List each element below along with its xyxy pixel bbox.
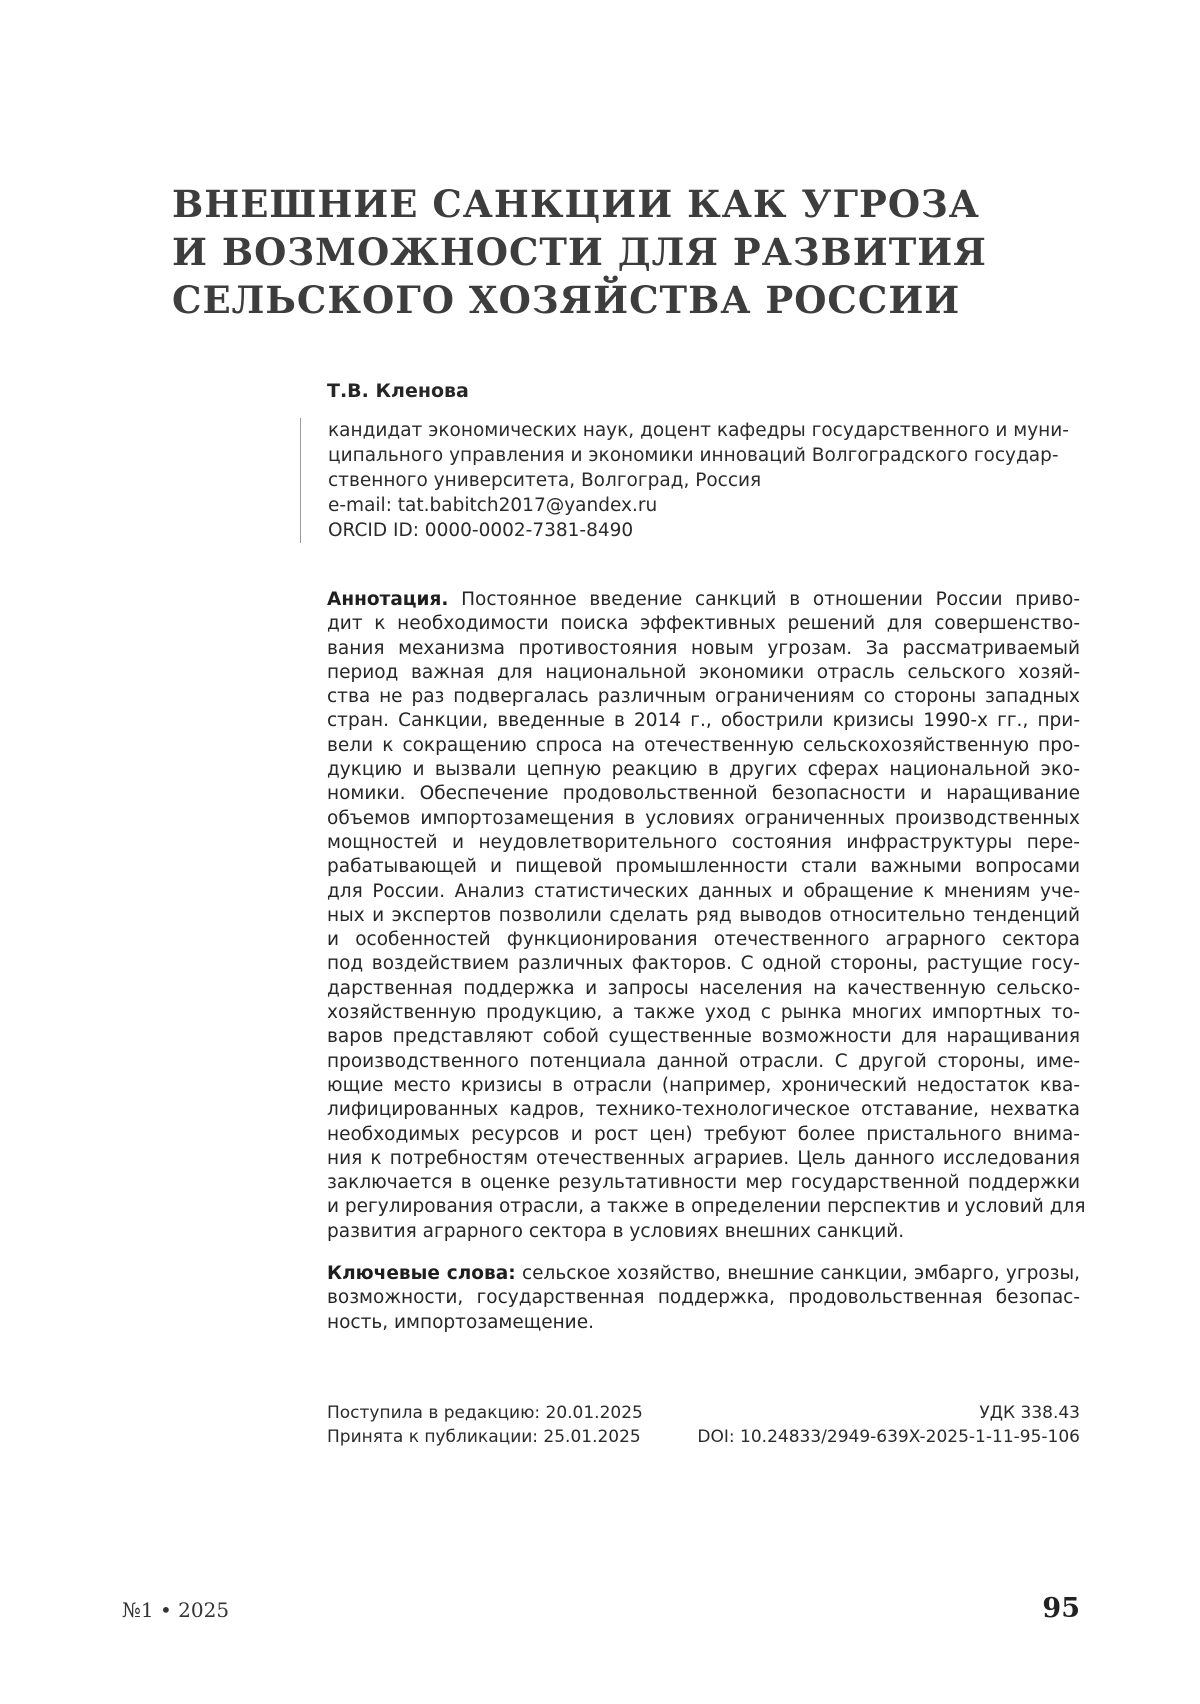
abstract-first-text: Постоянное введение санкций в отношении России приво-: [448, 589, 1080, 610]
abstract-line: хозяйственную продукцию, а также уход с рынка многих импортных то-: [327, 1002, 1080, 1024]
abstract-line: дарственная поддержка и запросы населения на качественную сельско-: [327, 977, 1080, 999]
abstract-line: объемов импортозамещения в условиях ограниченных производственных: [327, 807, 1080, 829]
abstract-line: рабатывающей и пищевой промышленности стали важными вопросами: [327, 856, 1080, 878]
title-line-3: СЕЛЬСКОГО ХОЗЯЙСТВА РОССИИ: [172, 278, 961, 322]
author-name: Т.В. Кленова: [327, 380, 469, 402]
abstract-line: и регулирования отрасли, а также в определении перспектив и условий для: [327, 1196, 1086, 1218]
abstract-line: ства не раз подвергалась различным ограничениям со стороны западных: [327, 686, 1080, 708]
title-line-1: ВНЕШНИЕ САНКЦИИ КАК УГРОЗА: [172, 182, 980, 226]
abstract-label: Аннотация.: [327, 589, 449, 610]
abstract-line: для России. Анализ статистических данных и обращение к мнениям уче-: [327, 880, 1080, 902]
author-orcid: ORCID ID: 0000-0002-7381-8490: [328, 520, 634, 541]
udk-code: УДК 338.43: [979, 1403, 1080, 1423]
abstract-line: дукцию и вызвали цепную реакцию в других сферах национальной эко-: [327, 759, 1080, 781]
abstract-line: производственного потенциала данной отрасли. С другой стороны, име-: [327, 1050, 1080, 1072]
abstract: [327, 588, 1086, 1244]
abstract-line: заключается в оценке результативности мер государственной поддержки: [327, 1172, 1080, 1194]
abstract-line: под воздействием различных факторов. С одной стороны, растущие госу-: [327, 953, 1080, 975]
abstract-line: номики. Обеспечение продовольственной безопасности и наращивание: [327, 783, 1080, 805]
issue-number: №1 • 2025: [122, 1598, 230, 1622]
keywords-line: возможности, государственная поддержка, продовольственная безопас-: [327, 1287, 1080, 1309]
abstract-line: стран. Санкции, введенные в 2014 г., обострили кризисы 1990-х гг., при-: [327, 710, 1080, 732]
received-date: Поступила в редакцию: 20.01.2025: [327, 1403, 643, 1423]
abstract-line: и особенностей функционирования отечественного аграрного сектора: [327, 929, 1080, 951]
article-title: [172, 180, 987, 324]
affiliation-line: кандидат экономических наук, доцент кафедры государственного и муни-: [328, 420, 1069, 441]
keywords-line: ность, импортозамещение.: [327, 1311, 594, 1333]
affiliation-line: ственного университета, Волгоград, Россия: [328, 470, 762, 491]
abstract-line: лифицированных кадров, технико-технологическое отставание, нехватка: [327, 1099, 1080, 1121]
abstract-first-line: [327, 588, 1080, 612]
keywords-first-text: сельское хозяйство, внешние санкции, эмбарго, угрозы,: [515, 1263, 1080, 1284]
affiliation-line: ципального управления и экономики инноваций Волгоградского государ-: [328, 445, 1059, 466]
abstract-line: мощностей и неудовлетворительного состояния инфраструктуры пере-: [327, 831, 1080, 853]
keywords-first-line: [327, 1262, 1080, 1286]
abstract-line: развития аграрного сектора в условиях внешних санкций.: [327, 1220, 905, 1242]
title-line-2: И ВОЗМОЖНОСТИ ДЛЯ РАЗВИТИЯ: [172, 230, 987, 274]
abstract-line: вания механизма противостояния новым угрозам. За рассматриваемый: [327, 637, 1080, 659]
abstract-line: необходимых ресурсов и рост цен) требуют более пристального внима-: [327, 1123, 1080, 1145]
keywords-label: Ключевые слова:: [327, 1263, 516, 1284]
abstract-line: ных и экспертов позволили сделать ряд выводов относительно тенденций: [327, 904, 1080, 926]
author-email: e-mail: tat.babitch2017@yandex.ru: [328, 495, 658, 516]
abstract-line: период важная для национальной экономики отрасль сельского хозяй-: [327, 661, 1080, 683]
abstract-line: вели к сокращению спроса на отечественную сельскохозяйственную про-: [327, 734, 1080, 756]
doi: DOI: 10.24833/2949-639X-2025-1-11-95-106: [697, 1427, 1080, 1447]
page-number: 95: [1042, 1593, 1080, 1624]
abstract-line: ющие место кризисы в отрасли (например, хронический недостаток ква-: [327, 1074, 1080, 1096]
abstract-line: дит к необходимости поиска эффективных решений для совершенство-: [327, 613, 1080, 635]
abstract-line: ния к потребностям отечественных аграриев. Цель данного исследования: [327, 1147, 1080, 1169]
abstract-line: варов представляют собой существенные возможности для наращивания: [327, 1026, 1080, 1048]
accepted-date: Принята к публикации: 25.01.2025: [327, 1427, 641, 1447]
author-affiliation: [300, 418, 1108, 543]
keywords: [327, 1262, 1080, 1335]
